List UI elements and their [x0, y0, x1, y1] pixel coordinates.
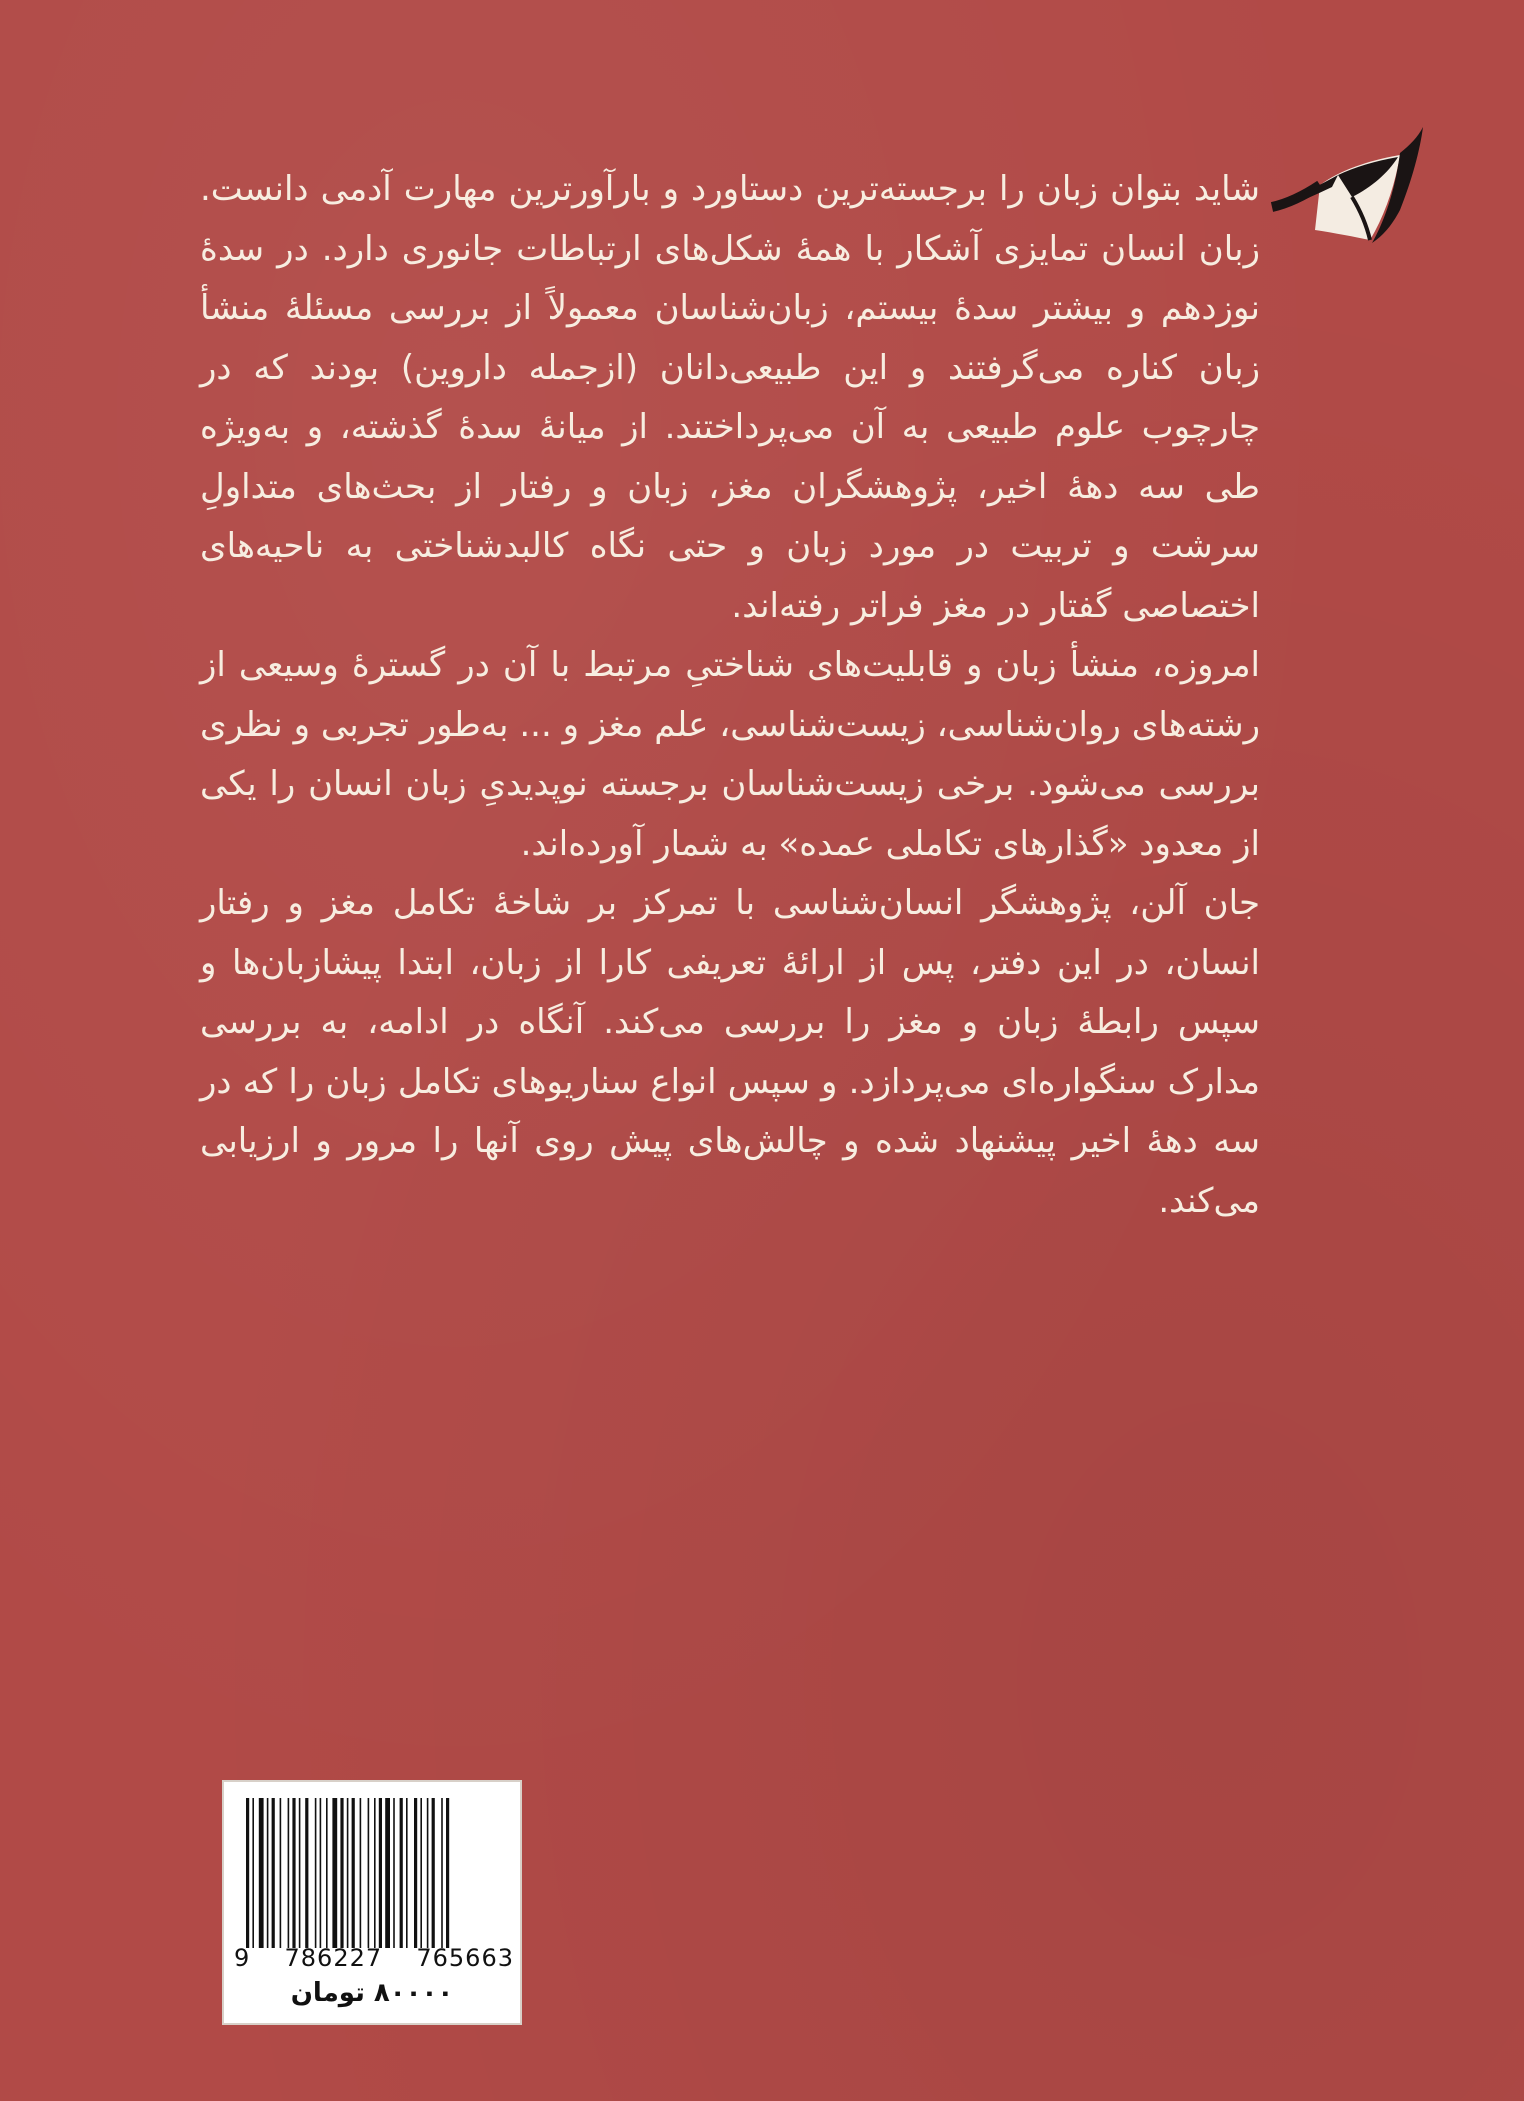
- publisher-logo-icon: [1260, 125, 1430, 255]
- barcode-bar: [432, 1798, 435, 1948]
- barcode-bar: [347, 1798, 349, 1948]
- barcode-bar: [420, 1798, 422, 1948]
- blurb-paragraph: جان آلن، پژوهشگر انسان‌شناسی با تمرکز بر شاخهٔ تکامل مغز و رفتار انسان، در این دفتر، پس از ارائهٔ تعریفی کارا از زبان، ابتدا پیشازبان‌ها و سپس رابطهٔ زبان و مغز را بررسی می‌کند. آنگاه در ادامه، به بررسی مدارک سنگواره‌ای می‌پردازد. و سپس انواع سناریوهای تکامل زبان را که در سه دههٔ اخیر پیشنهاد شده و چالش‌های پیش روی آنها را مرور و ارزیابی می‌کند.: [200, 883, 1260, 1221]
- isbn-group-1: 786227: [284, 1944, 383, 1972]
- barcode-bar: [315, 1798, 317, 1948]
- isbn-group-2: 765663: [416, 1944, 514, 1972]
- barcode-bar: [385, 1798, 390, 1948]
- barcode-label: [222, 1780, 522, 2025]
- barcode-bar: [267, 1798, 269, 1948]
- barcode-bar: [332, 1798, 337, 1948]
- isbn-number: [234, 1944, 514, 1974]
- back-cover-blurb: [200, 160, 1260, 1500]
- barcode-bar: [400, 1798, 403, 1948]
- barcode-bar: [393, 1798, 395, 1948]
- barcode-bar: [360, 1798, 362, 1948]
- barcode-bar: [288, 1798, 290, 1948]
- barcode-bar: [368, 1798, 370, 1948]
- barcode-bar: [326, 1798, 328, 1948]
- barcode-bar: [246, 1798, 249, 1948]
- barcode-bar: [299, 1798, 301, 1948]
- barcode-bar: [374, 1798, 376, 1948]
- barcode-bar: [252, 1798, 254, 1948]
- barcode-bar: [441, 1798, 443, 1948]
- barcode-bar: [280, 1798, 282, 1948]
- barcode-bar: [427, 1798, 429, 1948]
- barcode-bar: [352, 1798, 355, 1948]
- isbn-prefix: 9: [234, 1944, 251, 1972]
- barcode-icon: [242, 1798, 506, 1948]
- barcode-bar: [340, 1798, 343, 1948]
- barcode-bar: [259, 1798, 264, 1948]
- barcode-bar: [305, 1798, 308, 1948]
- blurb-paragraph: امروزه، منشأ زبان و قابلیت‌های شناختیِ مرتبط با آن در گسترهٔ وسیعی از رشته‌های روان‌شناسی، زیست‌شناسی، علم مغز و ... به‌طور تجربی و نظری بررسی می‌شود. برخی زیست‌شناسان برجسته نوپدیدیِ زبان انسان را یکی از معدود «گذارهای تکاملی عمده» به شمار آورده‌اند.: [200, 645, 1260, 864]
- barcode-bar: [446, 1798, 449, 1948]
- barcode-bar: [414, 1798, 417, 1948]
- barcode-bar: [272, 1798, 275, 1948]
- price-label: ۸۰۰۰۰ تومان: [290, 1978, 454, 2008]
- barcode-bar: [406, 1798, 408, 1948]
- blurb-paragraph: شاید بتوان زبان را برجسته‌ترین دستاورد و بارآورترین مهارت آدمی دانست. زبان انسان تمایزی آشکار با همهٔ شکل‌های ارتباطات جانوری دارد. در سدهٔ نوزدهم و بیشتر سدهٔ بیستم، زبان‌شناسان معمولاً از بررسی مسئلهٔ منشأ زبان کناره می‌گرفتند و این طبیعی‌دانان (ازجمله داروین) بودند که در چارچوب علوم طبیعی به آن می‌پرداختند. از میانهٔ سدهٔ گذشته، و به‌ویژه طی سه دههٔ اخیر، پژوهشگران مغز، زبان و رفتار از بحث‌های متداولِ سرشت و تربیت در مورد زبان و حتی نگاه کالبدشناختی به ناحیه‌های اختصاصی گفتار در مغز فراتر رفته‌اند.: [200, 169, 1260, 626]
- barcode-bar: [320, 1798, 322, 1948]
- barcode-bar: [379, 1798, 382, 1948]
- barcode-bar: [292, 1798, 295, 1948]
